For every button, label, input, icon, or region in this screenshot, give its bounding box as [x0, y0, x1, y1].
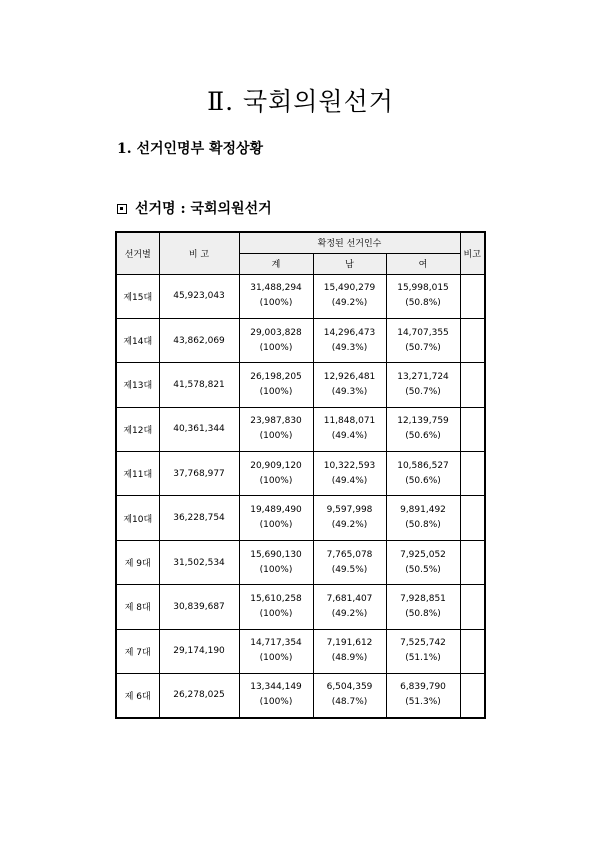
total-value: 15,610,258	[250, 593, 302, 604]
male-cell	[313, 585, 386, 629]
total-value: 26,198,205	[250, 371, 302, 382]
total-value: 14,717,354	[250, 638, 302, 649]
total-value: 13,344,149	[250, 682, 302, 693]
total-percent: (100%)	[259, 564, 293, 575]
table-row	[116, 274, 485, 318]
header-election: 선거별	[116, 232, 159, 274]
square-bullet-icon	[117, 204, 127, 214]
total-percent: (100%)	[259, 608, 293, 619]
total-cell	[239, 452, 313, 496]
male-percent: (49.4%)	[331, 475, 368, 486]
table-row	[116, 496, 485, 540]
male-percent: (49.4%)	[331, 431, 368, 442]
election-name: 제15대	[116, 274, 159, 318]
election-name: 제 7대	[116, 629, 159, 673]
table-row	[116, 318, 485, 362]
male-percent: (48.7%)	[331, 697, 368, 708]
female-cell	[386, 629, 460, 673]
header-female: 여	[386, 253, 460, 274]
total-percent: (100%)	[259, 697, 293, 708]
male-value: 7,681,407	[326, 593, 373, 604]
female-cell	[386, 496, 460, 540]
total-value: 31,488,294	[250, 283, 302, 294]
election-name: 제12대	[116, 407, 159, 451]
election-section-heading	[117, 198, 272, 218]
header-note: 비고	[460, 232, 485, 274]
female-cell	[386, 318, 460, 362]
male-cell	[313, 674, 386, 718]
total-percent: (100%)	[259, 386, 293, 397]
note-cell	[460, 274, 485, 318]
table-row	[116, 452, 485, 496]
election-name: 제10대	[116, 496, 159, 540]
total-cell	[239, 496, 313, 540]
female-cell	[386, 585, 460, 629]
total-cell	[239, 629, 313, 673]
note-cell	[460, 452, 485, 496]
female-percent: (51.3%)	[405, 697, 441, 708]
female-percent: (50.8%)	[405, 520, 441, 531]
female-value: 7,925,052	[400, 549, 446, 560]
total-cell	[239, 318, 313, 362]
male-value: 14,296,473	[323, 327, 376, 338]
male-percent: (49.3%)	[331, 342, 368, 353]
female-percent: (50.7%)	[405, 342, 441, 353]
election-name: 제 9대	[116, 540, 159, 584]
election-name: 제 8대	[116, 585, 159, 629]
female-value: 14,707,355	[397, 327, 449, 338]
election-section-label: 선거명 : 국회의원선거	[135, 201, 272, 217]
table-row	[116, 363, 485, 407]
note-cell	[460, 318, 485, 362]
section-subtitle: 1. 선거인명부 확정상황	[117, 141, 264, 157]
male-percent: (49.3%)	[331, 386, 368, 397]
female-value: 13,271,724	[397, 371, 449, 382]
total-value: 29,003,828	[250, 327, 302, 338]
remark-value: 37,768,977	[159, 452, 239, 496]
election-name: 제13대	[116, 363, 159, 407]
total-cell	[239, 274, 313, 318]
remark-value: 29,174,190	[159, 629, 239, 673]
header-remark: 비 고	[159, 232, 239, 274]
female-cell	[386, 407, 460, 451]
female-cell	[386, 363, 460, 407]
female-cell	[386, 274, 460, 318]
table-row	[116, 674, 485, 718]
total-value: 20,909,120	[250, 460, 302, 471]
note-cell	[460, 496, 485, 540]
male-cell	[313, 452, 386, 496]
note-cell	[460, 363, 485, 407]
election-name: 제11대	[116, 452, 159, 496]
male-cell	[313, 407, 386, 451]
header-total: 계	[239, 253, 313, 274]
total-cell	[239, 674, 313, 718]
female-cell	[386, 540, 460, 584]
female-value: 12,139,759	[397, 416, 449, 427]
female-percent: (50.8%)	[405, 298, 441, 309]
table-row	[116, 585, 485, 629]
election-name: 제 6대	[116, 674, 159, 718]
election-name: 제14대	[116, 318, 159, 362]
male-cell	[313, 318, 386, 362]
total-value: 15,690,130	[250, 549, 302, 560]
female-percent: (51.1%)	[405, 653, 441, 664]
remark-value: 45,923,043	[159, 274, 239, 318]
female-cell	[386, 674, 460, 718]
male-cell	[313, 496, 386, 540]
female-value: 7,525,742	[400, 638, 446, 649]
total-percent: (100%)	[259, 298, 293, 309]
male-value: 6,504,359	[326, 682, 373, 693]
page-title: Ⅱ. 국회의원선거	[207, 87, 394, 116]
female-cell	[386, 452, 460, 496]
male-cell	[313, 629, 386, 673]
table-row	[116, 407, 485, 451]
male-cell	[313, 363, 386, 407]
total-percent: (100%)	[259, 653, 293, 664]
female-percent: (50.6%)	[405, 431, 441, 442]
remark-value: 43,862,069	[159, 318, 239, 362]
note-cell	[460, 585, 485, 629]
total-percent: (100%)	[259, 475, 293, 486]
remark-value: 30,839,687	[159, 585, 239, 629]
header-confirmed-voters: 확정된 선거인수	[239, 232, 460, 253]
male-percent: (49.2%)	[331, 520, 368, 531]
total-percent: (100%)	[259, 520, 293, 531]
total-value: 23,987,830	[250, 416, 302, 427]
female-percent: (50.8%)	[405, 608, 441, 619]
voter-register-table	[115, 231, 486, 719]
note-cell	[460, 407, 485, 451]
remark-value: 41,578,821	[159, 363, 239, 407]
female-percent: (50.5%)	[405, 564, 441, 575]
total-value: 19,489,490	[250, 505, 302, 516]
male-percent: (49.5%)	[331, 564, 368, 575]
note-cell	[460, 629, 485, 673]
total-percent: (100%)	[259, 342, 293, 353]
note-cell	[460, 540, 485, 584]
female-value: 6,839,790	[400, 682, 446, 693]
table-row	[116, 629, 485, 673]
male-value: 9,597,998	[326, 505, 373, 516]
male-cell	[313, 540, 386, 584]
male-percent: (49.2%)	[331, 608, 368, 619]
remark-value: 40,361,344	[159, 407, 239, 451]
header-male: 남	[313, 253, 386, 274]
female-percent: (50.6%)	[405, 475, 441, 486]
male-percent: (48.9%)	[331, 653, 368, 664]
female-value: 9,891,492	[400, 505, 446, 516]
total-cell	[239, 585, 313, 629]
female-value: 7,928,851	[400, 593, 446, 604]
remark-value: 31,502,534	[159, 540, 239, 584]
male-value: 15,490,279	[323, 283, 376, 294]
total-cell	[239, 363, 313, 407]
male-value: 12,926,481	[323, 371, 376, 382]
male-value: 7,765,078	[326, 549, 373, 560]
table-row	[116, 540, 485, 584]
table-header-row	[116, 232, 485, 253]
total-percent: (100%)	[259, 431, 293, 442]
male-cell	[313, 274, 386, 318]
female-value: 15,998,015	[397, 283, 449, 294]
remark-value: 26,278,025	[159, 674, 239, 718]
remark-value: 36,228,754	[159, 496, 239, 540]
female-value: 10,586,527	[397, 460, 449, 471]
total-cell	[239, 407, 313, 451]
male-value: 7,191,612	[326, 638, 373, 649]
total-cell	[239, 540, 313, 584]
female-percent: (50.7%)	[405, 386, 441, 397]
male-value: 10,322,593	[323, 460, 376, 471]
note-cell	[460, 674, 485, 718]
male-percent: (49.2%)	[331, 298, 368, 309]
male-value: 11,848,071	[323, 416, 376, 427]
